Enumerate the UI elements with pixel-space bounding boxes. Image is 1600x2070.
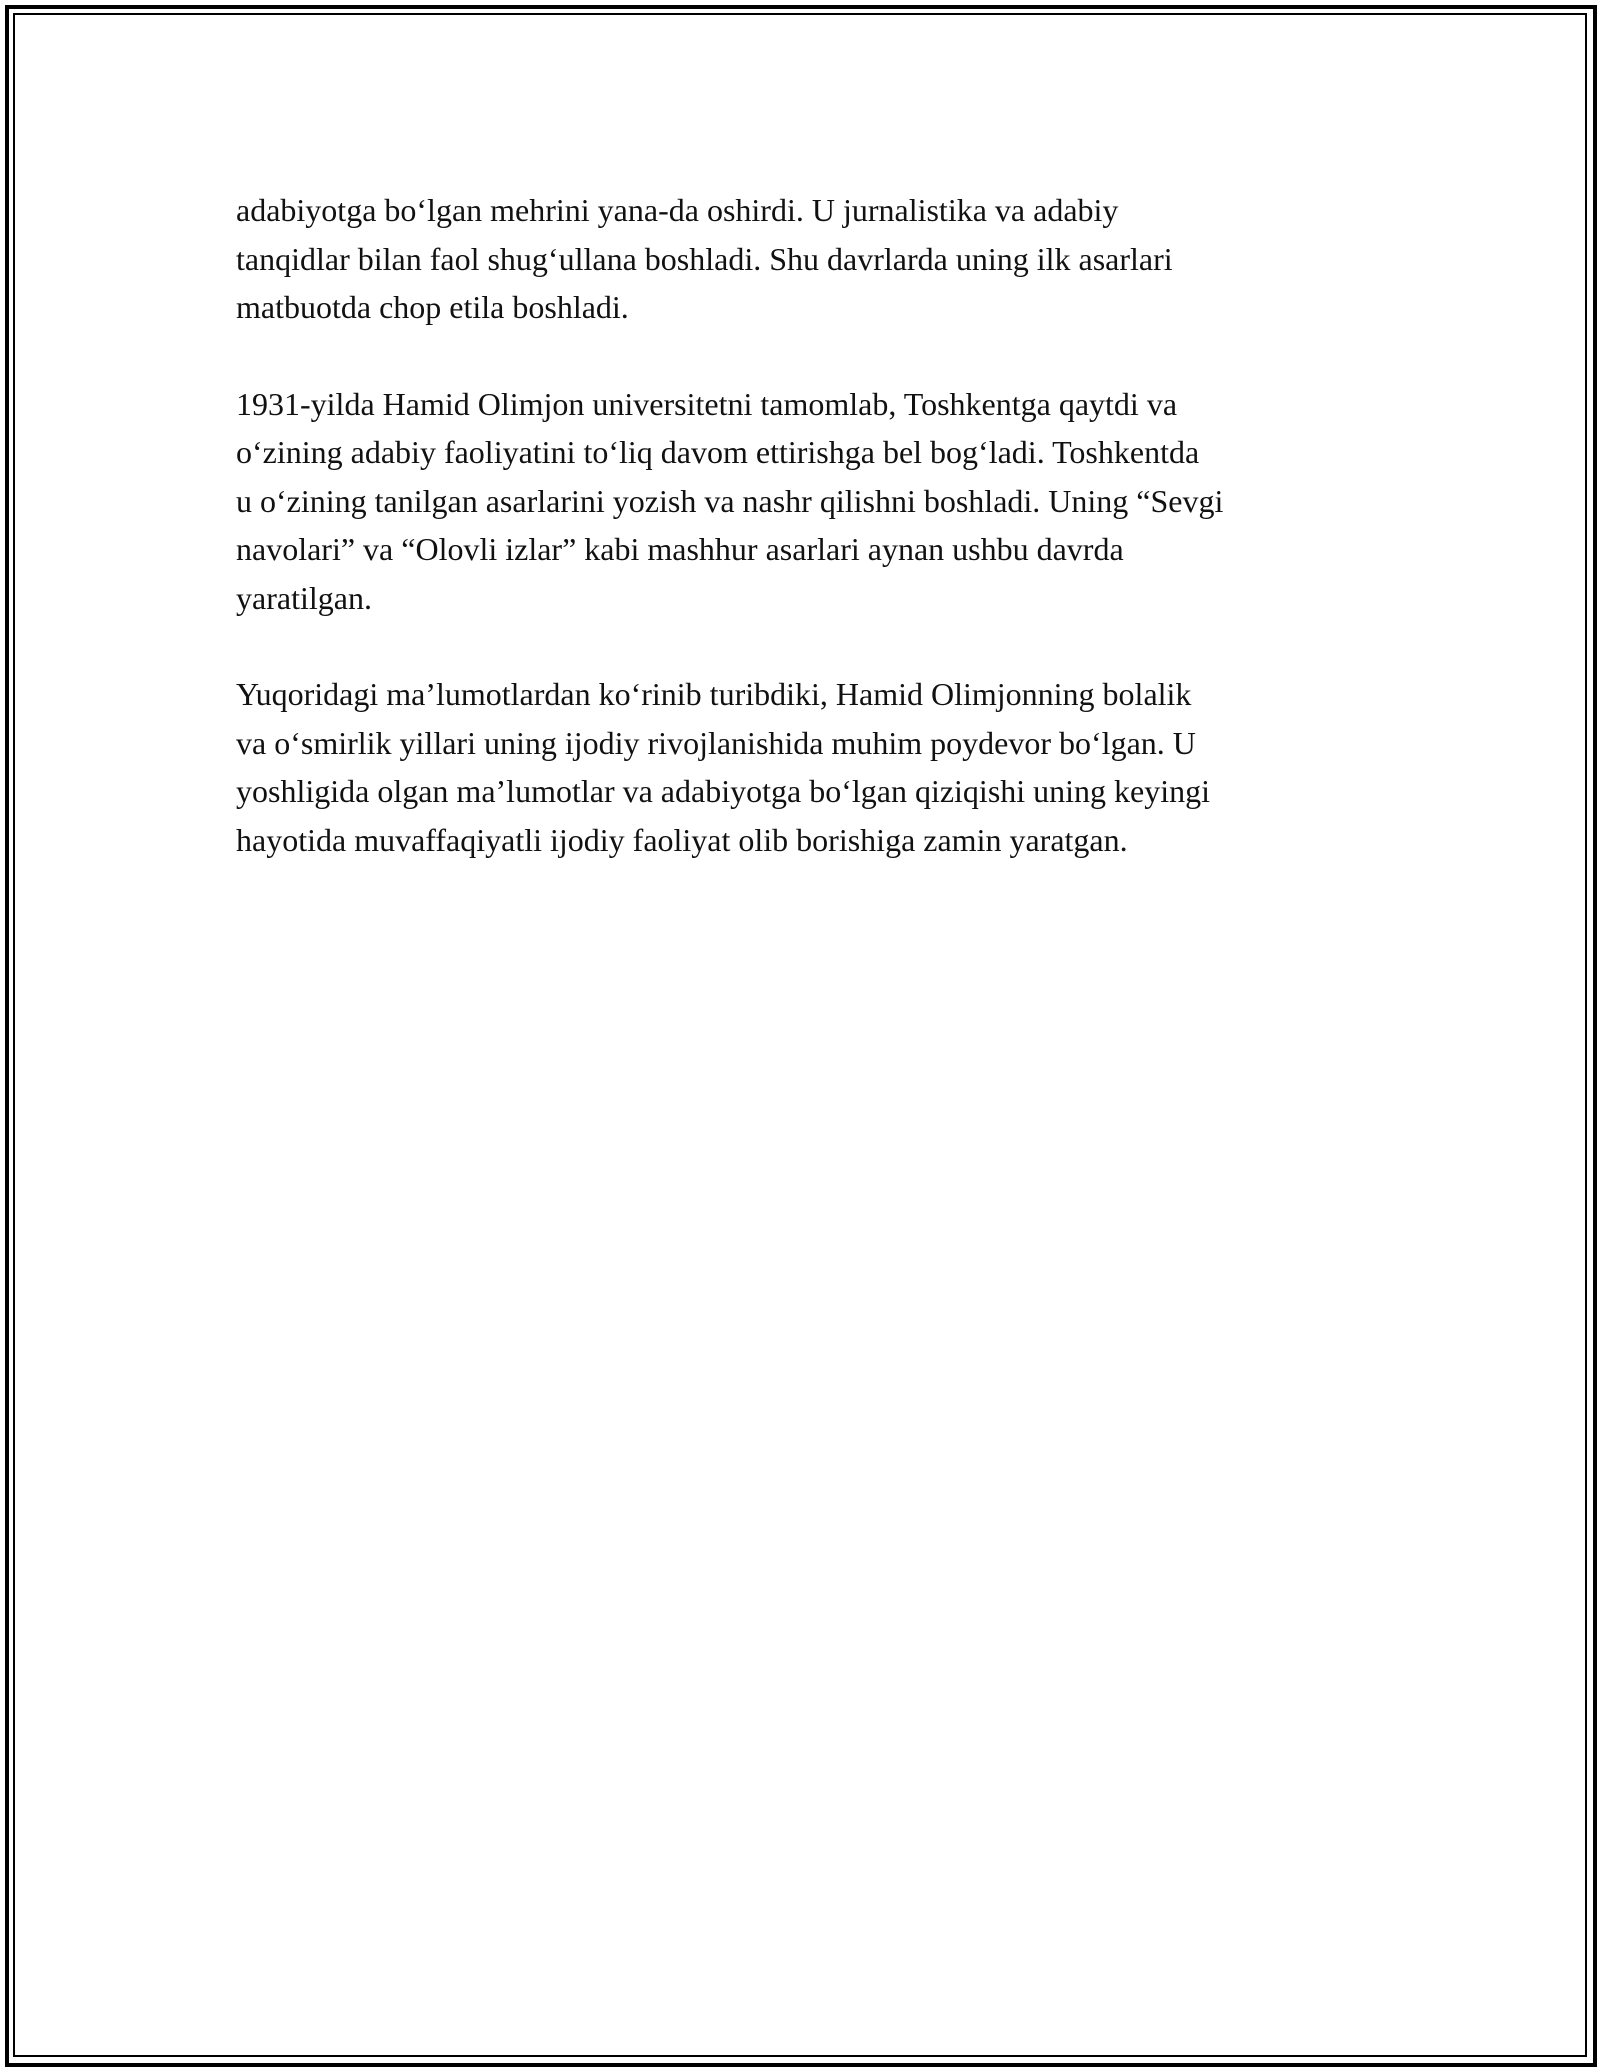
document-body bbox=[236, 186, 1366, 912]
paragraph-2 bbox=[236, 380, 1366, 623]
text-line: yaratilgan. bbox=[236, 579, 372, 616]
text-line: yoshligida olgan ma’lumotlar va adabiyotga bo‘lgan qiziqishi uning keyingi bbox=[236, 773, 1211, 809]
text-line: u o‘zining tanilgan asarlarini yozish va nashr qilishni boshladi. Uning “Sevgi bbox=[236, 482, 1224, 519]
text-line: 1931-yilda Hamid Olimjon universitetni tamomlab, Toshkentga qaytdi va bbox=[236, 385, 1178, 422]
paragraph-3 bbox=[236, 670, 1366, 864]
text-line: Yuqoridagi ma’lumotlardan ko‘rinib turibdiki, Hamid Olimjonning bolalik bbox=[236, 676, 1192, 712]
text-line: va o‘smirlik yillari uning ijodiy rivojlanishida muhim poydevor bo‘lgan. U bbox=[236, 724, 1196, 761]
paragraph-1 bbox=[236, 186, 1366, 332]
text-line: hayotida muvaffaqiyatli ijodiy faoliyat olib borishiga zamin yaratgan. bbox=[236, 821, 1128, 858]
text-line: adabiyotga bo‘lgan mehrini yana-da oshirdi. U jurnalistika va adabiy bbox=[236, 192, 1119, 228]
text-line: o‘zining adabiy faoliyatini to‘liq davom ettirishga bel bog‘ladi. Toshkentda bbox=[236, 434, 1200, 470]
text-line: matbuotda chop etila boshladi. bbox=[236, 289, 629, 325]
text-line: navolari” va “Olovli izlar” kabi mashhur asarlari aynan ushbu davrda bbox=[236, 531, 1124, 567]
text-line: tanqidlar bilan faol shug‘ullana boshladi. Shu davrlarda uning ilk asarlari bbox=[236, 240, 1173, 277]
